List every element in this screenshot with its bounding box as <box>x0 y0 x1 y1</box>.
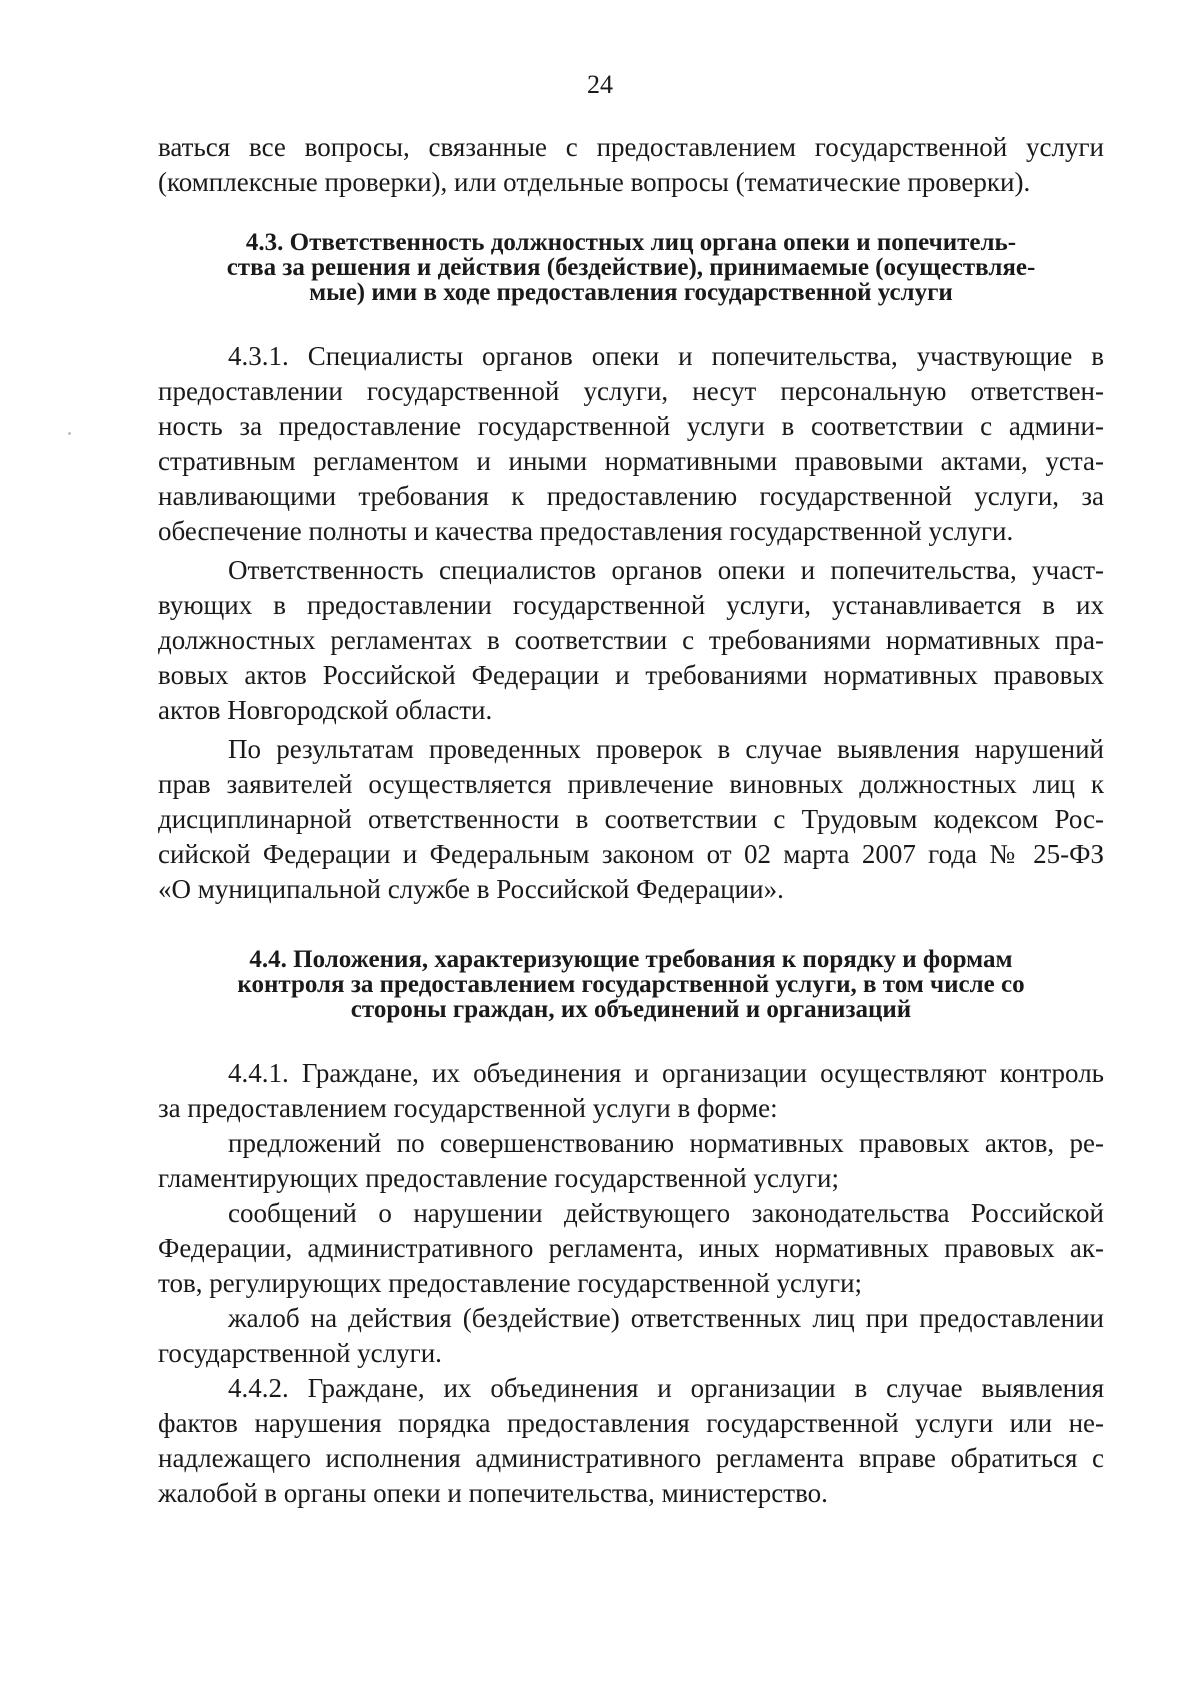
text-line: навливающими требования к предоставлению государственной услуги, за <box>158 481 1104 511</box>
paragraph-results <box>158 732 1104 907</box>
heading-line: 4.3. Ответственность должностных лиц органа опеки и попечитель- <box>245 229 1017 256</box>
paragraph-4-4-2 <box>158 1371 1104 1511</box>
heading-line: ства за решения и действия (бездействие), принимаемые (осуществляе- <box>226 254 1036 281</box>
text-line: 4.4.2. Граждане, их объединения и организации в случае выявления <box>228 1373 1104 1403</box>
text-line: гламентирующих предоставление государственной услуги; <box>158 1163 839 1193</box>
text-line: Ответственность специалистов органов опеки и попечительства, участ- <box>228 555 1104 585</box>
text-line: сийской Федерации и Федеральным законом от 02 марта 2007 года № 25-ФЗ <box>158 839 1104 869</box>
section-heading-4-3 <box>158 230 1104 305</box>
text-line: фактов нарушения порядка предоставления государственной услуги или не- <box>158 1408 1104 1438</box>
heading-line: контроля за предоставлением государственной услуги, в том числе со <box>237 971 1025 998</box>
text-line: «О муниципальной службе в Российской Федерации». <box>158 874 784 904</box>
text-line: прав заявителей осуществляется привлечение виновных должностных лиц к <box>158 769 1104 799</box>
paragraph-4-4-1 <box>158 1056 1104 1126</box>
page-number: 24 <box>587 70 613 99</box>
text-line: Федерации, административного регламента, иных нормативных правовых ак- <box>158 1233 1104 1263</box>
document-body <box>158 130 1104 1511</box>
text-line: вовых актов Российской Федерации и требованиями нормативных правовых <box>158 660 1104 690</box>
list-item-reports <box>158 1196 1104 1301</box>
scan-speck <box>68 432 71 435</box>
list-item-complaints <box>158 1301 1104 1371</box>
text-line: ность за предоставление государственной услуги в соответствии с админи- <box>158 411 1104 441</box>
text-line: государственной услуги. <box>158 1338 442 1368</box>
text-line: По результатам проведенных проверок в случае выявления нарушений <box>228 734 1104 764</box>
text-line: сообщений о нарушении действующего законодательства Российской <box>228 1198 1104 1228</box>
text-line: предоставлении государственной услуги, несут персональную ответствен- <box>158 376 1104 406</box>
text-line: тов, регулирующих предоставление государственной услуги; <box>158 1268 863 1298</box>
paragraph-responsibility <box>158 553 1104 728</box>
paragraph-4-3-1 <box>158 339 1104 549</box>
text-line: 4.3.1. Специалисты органов опеки и попечительства, участвующие в <box>228 341 1104 371</box>
heading-line: мые) ими в ходе предоставления государственной услуги <box>309 279 953 306</box>
text-line: жалоб на действия (бездействие) ответственных лиц при предоставлении <box>228 1303 1104 1333</box>
text-line: дисциплинарной ответственности в соответствии с Трудовым кодексом Рос- <box>158 804 1104 834</box>
text-line: вующих в предоставлении государственной услуги, устанавливается в их <box>158 590 1104 620</box>
text-line: за предоставлением государственной услуги в форме: <box>158 1093 778 1123</box>
text-line: предложений по совершенствованию нормативных правовых актов, ре- <box>228 1128 1104 1158</box>
text-line: ваться все вопросы, связанные с предоставлением государственной услуги <box>158 132 1104 162</box>
heading-line: стороны граждан, их объединений и организаций <box>350 996 912 1023</box>
text-line: стративным регламентом и иными нормативными правовыми актами, уста- <box>158 446 1104 476</box>
text-line: обеспечение полноты и качества предоставления государственной услуги. <box>158 516 1014 546</box>
text-line: актов Новгородской области. <box>158 695 493 725</box>
text-line: (комплексные проверки), или отдельные вопросы (тематические проверки). <box>158 167 1031 197</box>
section-heading-4-4 <box>158 947 1104 1022</box>
intro-paragraph <box>158 130 1104 200</box>
list-item-proposals <box>158 1126 1104 1196</box>
text-line: жалобой в органы опеки и попечительства, министерство. <box>158 1478 828 1508</box>
heading-line: 4.4. Положения, характеризующие требования к порядку и формам <box>249 946 1013 973</box>
text-line: 4.4.1. Граждане, их объединения и организации осуществляют контроль <box>228 1058 1104 1088</box>
text-line: надлежащего исполнения административного регламента вправе обратиться с <box>158 1443 1104 1473</box>
text-line: должностных регламентах в соответствии с требованиями нормативных пра- <box>158 625 1104 655</box>
